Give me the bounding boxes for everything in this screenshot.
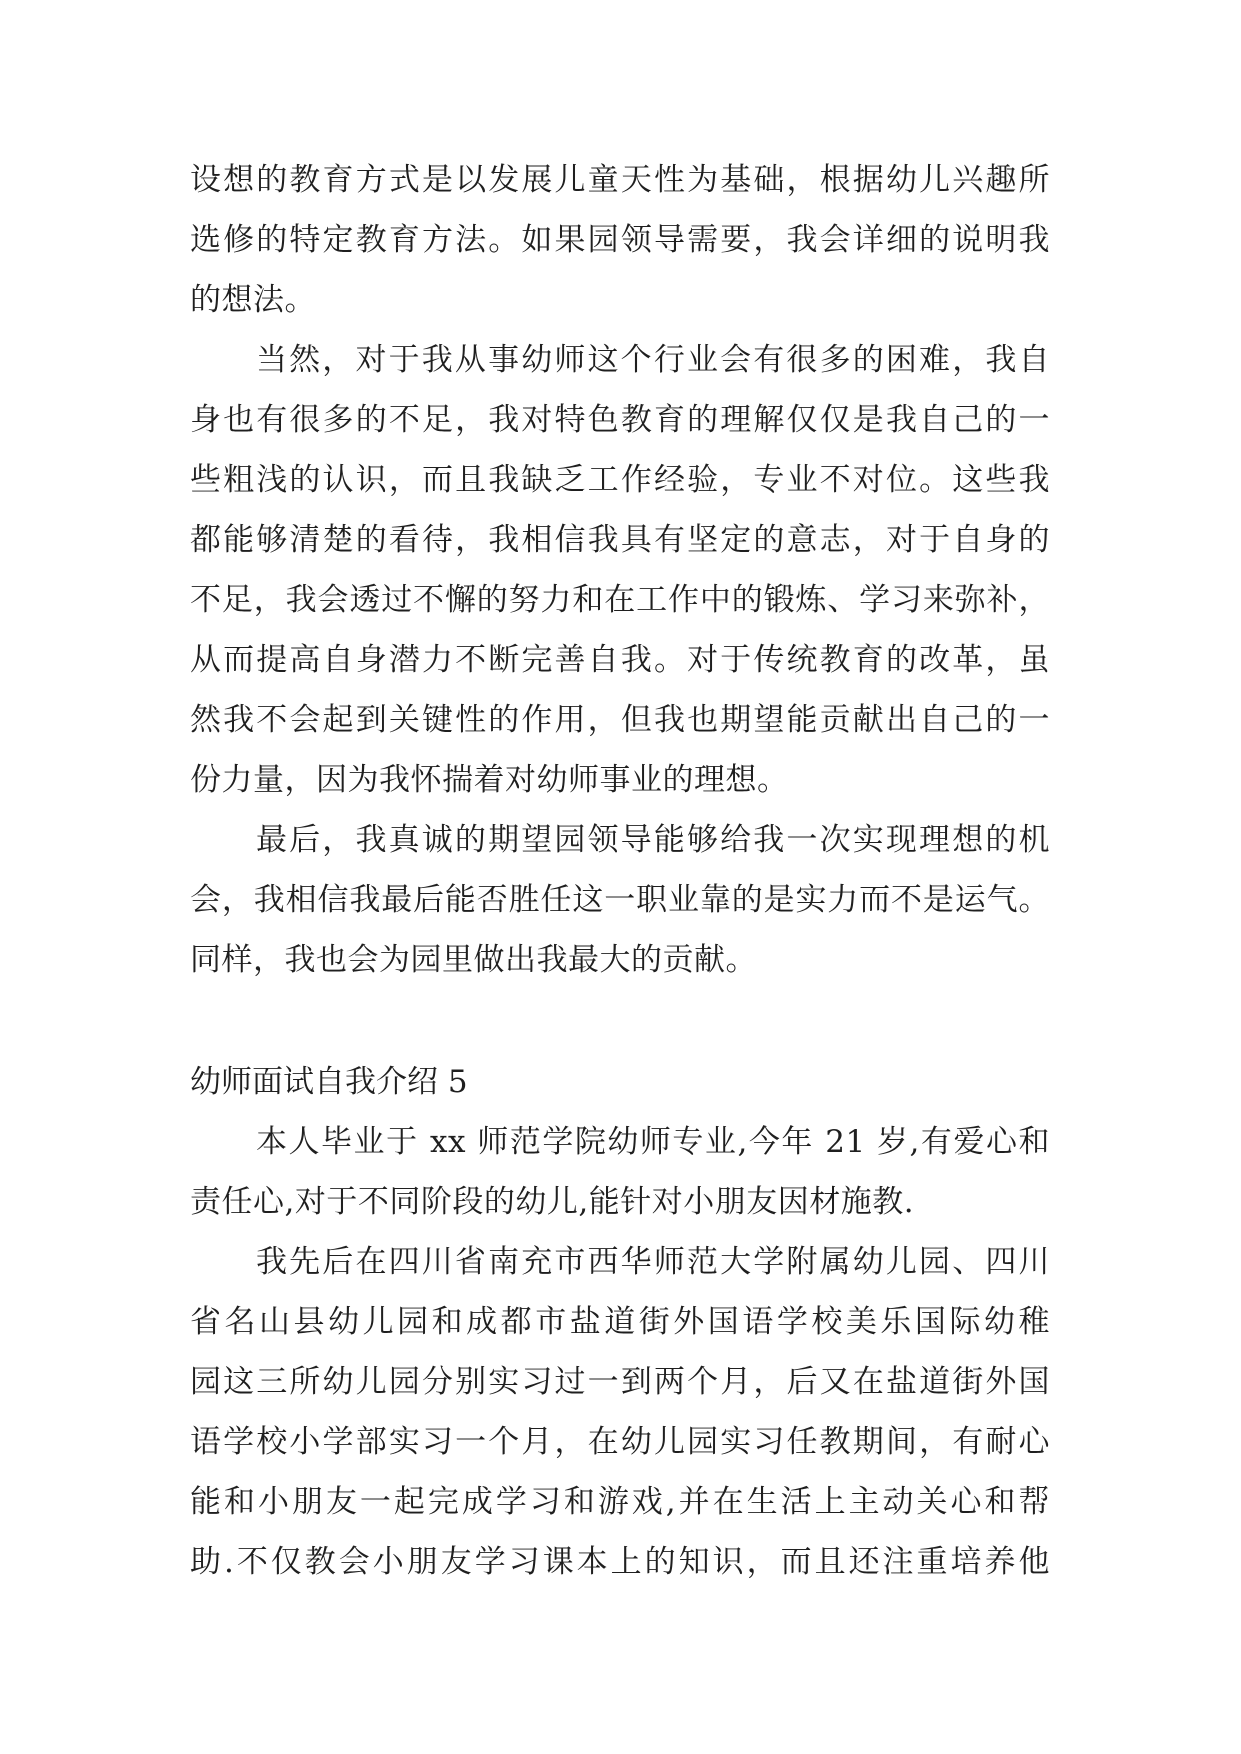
section-title: 幼师面试自我介绍 5 xyxy=(190,1064,468,1100)
paragraph xyxy=(190,1112,1050,1232)
text-line: 园这三所幼儿园分别实习过一到两个月，后又在盐道街外国 xyxy=(190,1364,1050,1400)
paragraph xyxy=(190,330,1050,810)
text-line: 会，我相信我最后能否胜任这一职业靠的是实力而不是运气。 xyxy=(190,882,1050,918)
text-line: 语学校小学部实习一个月，在幼儿园实习任教期间，有耐心 xyxy=(190,1424,1050,1460)
text-line: 身也有很多的不足，我对特色教育的理解仅仅是我自己的一 xyxy=(190,402,1050,438)
paragraph xyxy=(190,150,1050,330)
text-line: 最后，我真诚的期望园领导能够给我一次实现理想的机 xyxy=(256,822,1050,858)
paragraph xyxy=(190,810,1050,990)
text-line: 助.不仅教会小朋友学习课本上的知识，而且还注重培养他 xyxy=(190,1544,1050,1580)
text-line: 从而提高自身潜力不断完善自我。对于传统教育的改革，虽 xyxy=(190,642,1050,678)
text-line: 的想法。 xyxy=(190,282,316,318)
text-line: 同样，我也会为园里做出我最大的贡献。 xyxy=(190,942,757,978)
paragraph xyxy=(190,1232,1050,1592)
text-line: 我先后在四川省南充市西华师范大学附属幼儿园、四川 xyxy=(256,1244,1050,1280)
text-line: 责任心,对于不同阶段的幼儿,能针对小朋友因材施教. xyxy=(190,1184,915,1220)
text-line: 不足，我会透过不懈的努力和在工作中的锻炼、学习来弥补， xyxy=(190,582,1050,618)
text-line: 份力量，因为我怀揣着对幼师事业的理想。 xyxy=(190,762,789,798)
text-line: 本人毕业于 xx 师范学院幼师专业,今年 21 岁,有爱心和 xyxy=(256,1124,1050,1160)
text-line: 然我不会起到关键性的作用，但我也期望能贡献出自己的一 xyxy=(190,702,1050,738)
text-line: 当然，对于我从事幼师这个行业会有很多的困难，我自 xyxy=(256,342,1050,378)
text-line: 设想的教育方式是以发展儿童天性为基础，根据幼儿兴趣所 xyxy=(190,162,1050,198)
text-line: 能和小朋友一起完成学习和游戏,并在生活上主动关心和帮 xyxy=(190,1484,1050,1520)
document-page xyxy=(190,150,1050,1592)
text-line: 些粗浅的认识，而且我缺乏工作经验，专业不对位。这些我 xyxy=(190,462,1050,498)
text-line: 选修的特定教育方法。如果园领导需要，我会详细的说明我 xyxy=(190,222,1050,258)
text-line: 省名山县幼儿园和成都市盐道街外国语学校美乐国际幼稚 xyxy=(190,1304,1050,1340)
text-line: 都能够清楚的看待，我相信我具有坚定的意志，对于自身的 xyxy=(190,522,1050,558)
